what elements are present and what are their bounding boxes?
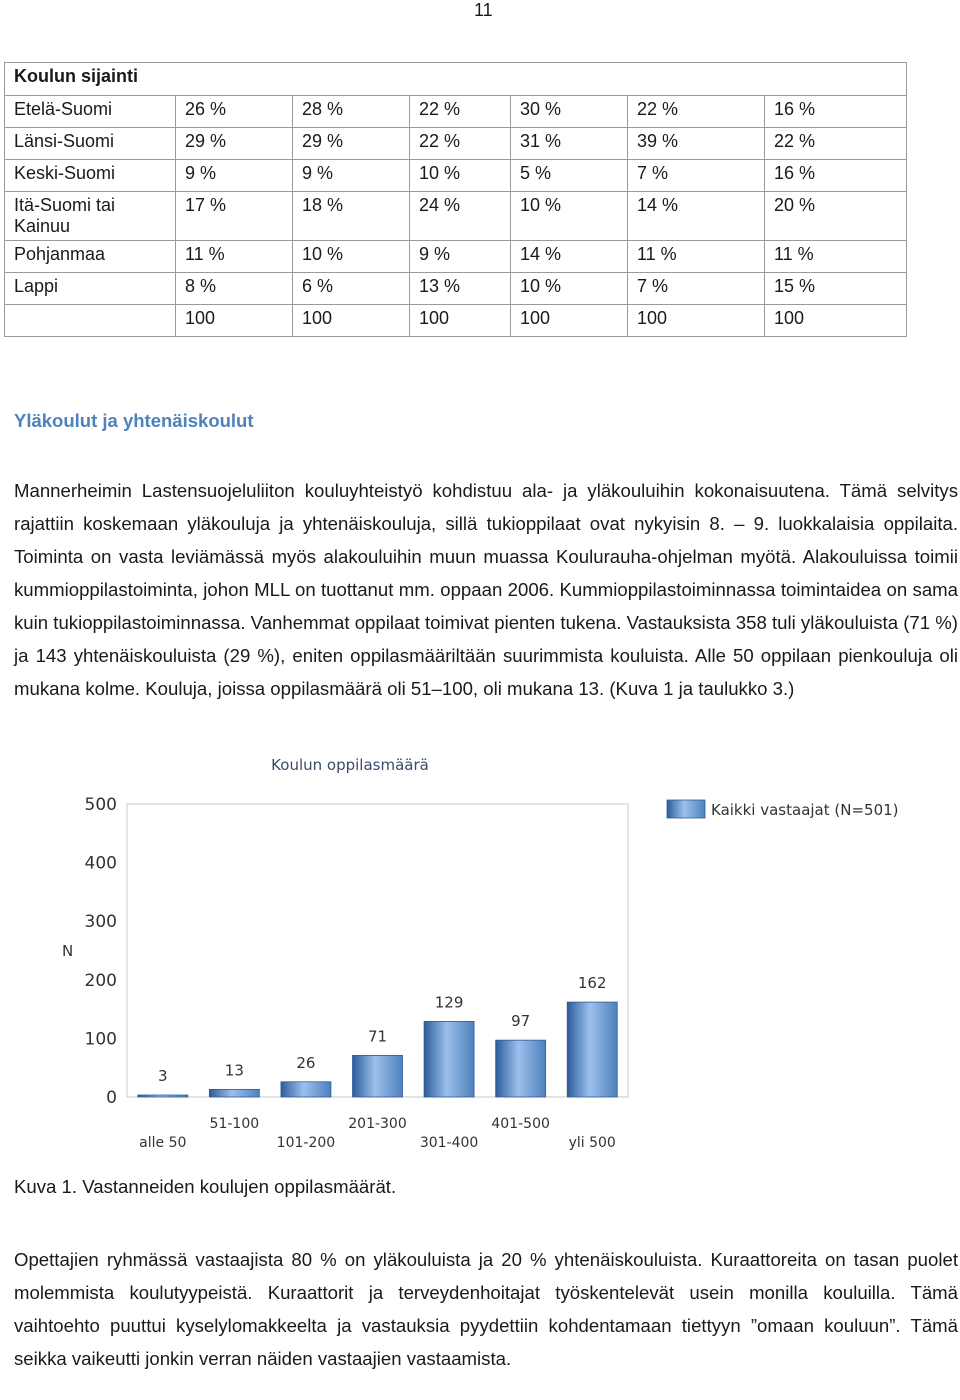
table-cell: 10 % [410,160,511,192]
table-title: Koulun sijainti [5,63,907,96]
plot-area [127,804,628,1097]
row-label: Länsi-Suomi [5,128,176,160]
table-row [5,96,907,128]
figure-caption: Kuva 1. Vastanneiden koulujen oppilasmäärät. [14,1176,397,1197]
row-label: Itä-Suomi tai Kainuu [5,192,176,241]
table-cell: 100 [410,305,511,337]
bar-value-label: 129 [434,993,464,1012]
chart-canvas [50,742,910,1162]
table-cell: 9 % [410,241,511,273]
table-cell: 100 [511,305,628,337]
table-cell: 29 % [293,128,410,160]
table-cell: 100 [293,305,410,337]
table-cell: 22 % [765,128,907,160]
table-cell: 22 % [410,128,511,160]
row-label: Lappi [5,273,176,305]
table-cell: 16 % [765,96,907,128]
table-cell: 24 % [410,192,511,241]
table-row [5,192,907,241]
table-cell: 20 % [765,192,907,241]
table-cell: 28 % [293,96,410,128]
table-cell: 22 % [410,96,511,128]
y-axis-label: N [62,942,74,960]
table-row [5,128,907,160]
bar-value-label: 26 [296,1053,316,1072]
table-cell: 17 % [176,192,293,241]
table-cell: 100 [176,305,293,337]
x-tick-label: 301-400 [419,1135,479,1151]
bar-value-label: 13 [224,1061,244,1080]
x-tick-label: 101-200 [276,1135,336,1151]
table-cell: 31 % [511,128,628,160]
bar-value-label: 97 [511,1012,531,1031]
x-tick-label: 51-100 [209,1116,260,1132]
legend-label: Kaikki vastaajat (N=501) [711,801,899,819]
table-cell: 18 % [293,192,410,241]
table-cell: 9 % [293,160,410,192]
y-tick-label: 400 [84,853,117,874]
bar-value-label: 3 [158,1067,168,1085]
page-number: 11 [474,0,493,20]
table-cell: 30 % [511,96,628,128]
bar [138,1095,188,1097]
table-cell: 13 % [410,273,511,305]
y-tick-label: 0 [106,1088,117,1108]
y-tick-label: 300 [84,912,117,933]
table-cell: 11 % [628,241,765,273]
table-cell: 9 % [176,160,293,192]
table-cell: 100 [628,305,765,337]
bar [567,1002,617,1097]
table-cell: 7 % [628,273,765,305]
table-cell: 14 % [511,241,628,273]
table-row [5,241,907,273]
table-cell: 10 % [511,192,628,241]
table-row [5,273,907,305]
row-label: Keski-Suomi [5,160,176,192]
table-cell: 10 % [293,241,410,273]
body-paragraph: Mannerheimin Lastensuojeluliiton kouluyhteistyö kohdistuu ala- ja yläkouluihin kokonaisuutena. Tämä selvitys rajattiin koskemaan yläkouluja ja yhtenäiskouluja, sillä tukioppilaat ovat nykyisin 8. – 9. luokkalaisia oppilaita. Toiminta on vasta leviämässä myös alakouluihin muun muassa Koulurauha-ohjelman myötä. Alakouluissa toimii kummioppilastoiminta, johon MLL on tuottanut mm. oppaan 2006. Kummioppilastoiminnassa toimintaidea on sama kuin tukioppilastoiminnassa. Vanhemmat oppilaat toimivat pienten tukena. Vastauksista 358 tuli yläkouluista (71 %) ja 143 yhtenäiskouluista (29 %), eniten oppilasmääriltään suurimmista kouluista. Alle 50 oppilaan pienkouluja oli mukana kolme. Kouluja, joissa oppilasmäärä oli 51–100, oli mukana 13. (Kuva 1 ja taulukko 3.) [14,480,958,699]
table-cell: 8 % [176,273,293,305]
y-tick-label: 500 [84,795,117,815]
body-paragraph: Opettajien ryhmässä vastaajista 80 % on yläkouluista ja 20 % yhtenäiskouluista. Kuraattoreita on tasan puolet molemmista koulutyypeistä. Kuraattorit ja terveydenhoitajat työskentelevät usein monilla kouluilla. Tämä vaihtoehto puuttui kyselylomakkeelta ja vastauksia pyydettiin kohdentamaan tiettyyn ”omaan kouluun”. Tämä seikka vaikeutti jonkin verran näiden vastaajien vastaamista. [14,1249,958,1369]
bar [209,1089,259,1097]
bar-value-label: 71 [367,1027,388,1046]
x-tick-label: 201-300 [348,1116,407,1132]
y-tick-label: 100 [84,1029,117,1050]
x-tick-label: 401-500 [491,1116,550,1132]
row-label: Pohjanmaa [5,241,176,273]
chart-title: Koulun oppilasmäärä [271,756,429,774]
row-label: Etelä-Suomi [5,96,176,128]
table-cell: 14 % [628,192,765,241]
section-heading: Yläkoulut ja yhtenäiskoulut [14,410,254,431]
bar [424,1021,474,1097]
bar [281,1082,331,1097]
table-cell: 15 % [765,273,907,305]
x-tick-label: alle 50 [139,1135,187,1151]
location-table [4,62,907,337]
bar-chart [50,742,910,1162]
table-cell: 16 % [765,160,907,192]
table-cell: 5 % [511,160,628,192]
y-tick-label: 200 [84,970,117,991]
table-cell: 11 % [765,241,907,273]
table-cell: 39 % [628,128,765,160]
table-cell: 6 % [293,273,410,305]
table-title-row [5,63,907,96]
bar-value-label: 162 [577,974,607,993]
table-cell: 22 % [628,96,765,128]
bar [496,1040,546,1097]
row-label [5,305,176,337]
table-cell: 26 % [176,96,293,128]
table-cell: 29 % [176,128,293,160]
table-row [5,305,907,337]
table-cell: 100 [765,305,907,337]
table-cell: 7 % [628,160,765,192]
legend-swatch [667,800,705,818]
table-cell: 10 % [511,273,628,305]
x-tick-label: yli 500 [568,1135,616,1151]
table-row [5,160,907,192]
bar [353,1055,403,1097]
table-cell: 11 % [176,241,293,273]
